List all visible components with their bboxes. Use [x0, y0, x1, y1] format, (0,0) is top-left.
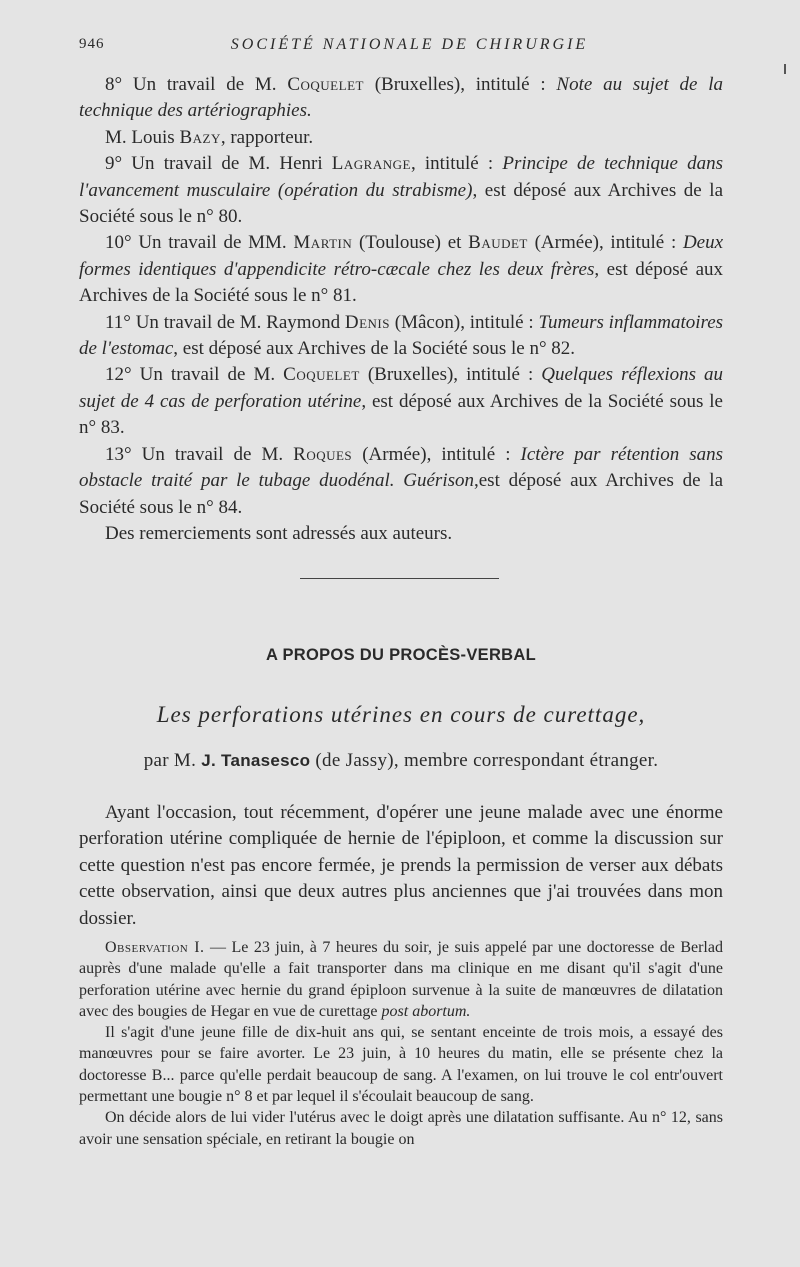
observation-p1: Observation I. — Le 23 juin, à 7 heures du soir, je suis appelé par une doctoresse de Berlad auprès d'une malade qu'elle a fait transporter dans ma clinique en me disant qu'il s'agit d'une perforation utérine avec hernie du grand épiploon survenue à la suite de manœuvres de dilatation avec des bougies de Hegar en vue de curettage post abortum.: [79, 939, 723, 1020]
author-name: J. Tanasesco: [201, 751, 311, 770]
item-rapporteur: M. Louis Bazy, rapporteur.: [105, 126, 314, 148]
item-9: 9° Un travail de M. Henri Lagrange, intitulé : Principe de technique dans l'avancement musculaire (opération du strabisme), est déposé aux Archives de la Société sous le n° 80.: [79, 153, 724, 228]
item-10: 10° Un travail de MM. Martin (Toulouse) et Baudet (Armée), intitulé : Deux formes identiques d'appendicite rétro-cæcale chez les deux frères, est déposé aux Archives de la Société sous le n° 81.: [79, 232, 724, 307]
page-header: [79, 36, 740, 60]
intro-paragraph: Ayant l'occasion, tout récemment, d'opérer une jeune malade avec une énorme perforation utérine compliquée de hernie de l'épiploon, et comme la discussion sur cette question n'est pas encore fermée, je prends la permission de verser aux débats cette observation, ainsi que deux autres plus anciennes que j'ai trouvées dans mon dossier.: [79, 802, 723, 929]
item-8: 8° Un travail de M. Coquelet (Bruxelles), intitulé : Note au sujet de la technique des artériographies.: [79, 74, 724, 122]
byline: par M. J. Tanasesco (de Jassy), membre correspondant étranger.: [143, 750, 659, 771]
thanks-line: Des remerciements sont adressés aux auteurs.: [105, 522, 453, 544]
item-11: 11° Un travail de M. Raymond Denis (Mâcon), intitulé : Tumeurs inflammatoires de l'estomac, est déposé aux Archives de la Société sous le n° 82.: [79, 311, 724, 360]
item-12: 12° Un travail de M. Coquelet (Bruxelles), intitulé : Quelques réflexions au sujet de 4 cas de perforation utérine, est déposé aux Archives de la Société sous le n° 83.: [79, 364, 724, 439]
item-13: 13° Un travail de M. Roques (Armée), intitulé : Ictère par rétention sans obstacle traité par le tubage duodénal. Guérison,est déposé aux Archives de la Société sous le n° 84.: [79, 443, 724, 518]
observation-label: Observation I.: [105, 939, 205, 956]
running-title: SOCIÉTÉ NATIONALE DE CHIRURGIE: [230, 36, 589, 53]
observation-text: [79, 937, 723, 1150]
section-divider: [300, 578, 499, 579]
article-title: Les perforations utérines en cours de curettage,: [156, 702, 646, 727]
deposits-list: [79, 72, 723, 547]
observation-p3: On décide alors de lui vider l'utérus avec le doigt après une dilatation suffisante. Au n° 12, sans avoir une sensation spéciale, en retirant la bougie on: [79, 1109, 723, 1148]
page-number: 946: [79, 36, 105, 52]
observation-p2: Il s'agit d'une jeune fille de dix-huit ans qui, se sentant enceinte de trois mois, a essayé des manœuvres pour se faire avorter. Le 23 juin, à 10 heures du matin, elle se présente chez la doctoresse B... parce qu'elle perdait beaucoup de sang. A l'examen, on lui trouve le col entr'ouvert permettant une bougie n° 8 et par lequel il s'écoulait beaucoup de sang.: [79, 1024, 723, 1106]
edge-mark: [784, 64, 786, 74]
section-title: A PROPOS DU PROCÈS-VERBAL: [265, 646, 536, 664]
